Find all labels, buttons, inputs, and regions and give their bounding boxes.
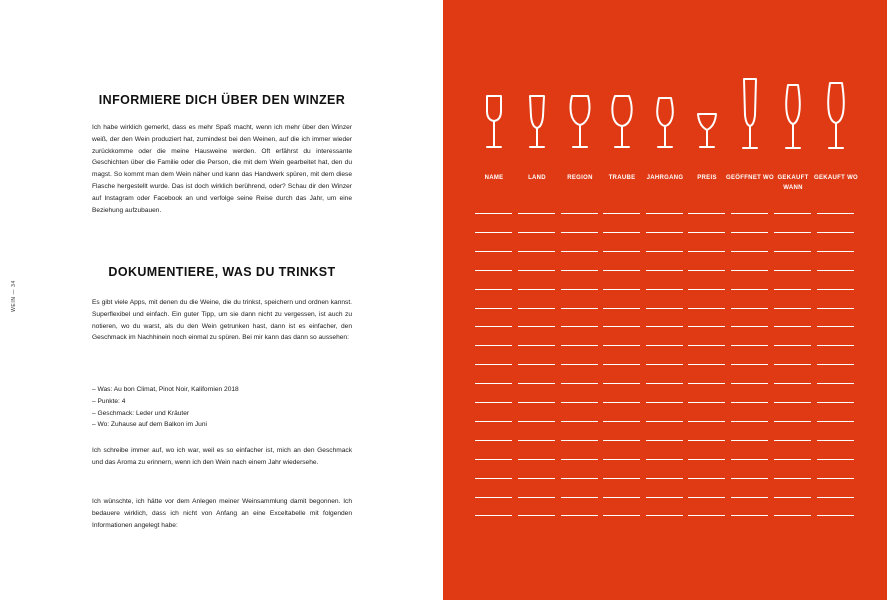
write-line [561,289,598,290]
write-line [475,421,512,422]
paragraph-wuenschte: Ich wünschte, ich hätte vor dem Anlegen meiner Weinsammlung damit begonnen. Ich bedauere wirklich, dass ich nicht von Anfang an eine Exceltabelle mit folgenden Informationen angelegt habe: [92,498,352,529]
write-line [475,213,512,214]
write-line [688,383,725,384]
write-line [561,308,598,309]
list-item: – Was: Au bon Climat, Pinot Noir, Kalifornien 2018 [92,386,239,393]
write-line [518,289,555,290]
write-line [774,326,811,327]
write-line [774,270,811,271]
write-line [731,515,768,516]
write-line [603,345,640,346]
write-line [688,308,725,309]
column-label: GEÖFFNET WO [726,175,774,181]
column-label: REGION [567,175,593,181]
write-line [646,345,683,346]
column-label: NAME [484,175,504,181]
write-line [817,326,854,327]
write-line [646,232,683,233]
wine-glass-icon [645,94,685,154]
write-line [817,270,854,271]
write-line [475,402,512,403]
write-line [817,251,854,252]
write-line [774,383,811,384]
write-line [603,497,640,498]
list-item: – Punkte: 4 [92,397,126,405]
write-line [774,440,811,441]
write-line [603,515,640,516]
write-line [774,421,811,422]
write-line [731,478,768,479]
wine-glass-icon [560,94,600,154]
write-line [475,364,512,365]
write-line [688,402,725,403]
wine-glass-icon [687,94,727,154]
write-line [475,232,512,233]
right-page [443,0,887,600]
wine-glass-icon [816,80,856,154]
write-line [475,345,512,346]
write-line [817,421,854,422]
write-line [688,421,725,422]
write-line [561,515,598,516]
write-line [475,515,512,516]
write-line [518,251,555,252]
write-line [561,251,598,252]
write-line [518,515,555,516]
write-line [646,326,683,327]
column-label: TRAUBE [608,175,636,181]
write-line [817,345,854,346]
column-name [474,0,514,600]
write-line [561,213,598,214]
write-line [774,232,811,233]
page-runner: WEIN — 34 [11,280,17,312]
write-line [646,213,683,214]
write-line [646,289,683,290]
write-line [475,270,512,271]
paragraph-schreibe: Ich schreibe immer auf, wo ich war, weil es so einfacher ist, mich an den Geschmack und das Aroma zu erinnern, wenn ich den Wein nach einem Jahr wiedersehe. [92,447,352,466]
write-line [817,232,854,233]
write-line [774,345,811,346]
write-line [774,497,811,498]
write-line [774,213,811,214]
write-line [561,402,598,403]
write-line [731,289,768,290]
write-line [561,232,598,233]
write-line [688,440,725,441]
write-line [561,383,598,384]
write-line [475,251,512,252]
write-line [603,232,640,233]
write-line [518,326,555,327]
column-gekauft-wann [773,0,813,600]
write-line [475,459,512,460]
write-line [518,459,555,460]
column-gekauft-wo [816,0,856,600]
write-line [561,497,598,498]
write-line [646,478,683,479]
write-line [817,478,854,479]
write-line [603,308,640,309]
write-line [603,213,640,214]
write-line [603,364,640,365]
write-line [561,421,598,422]
paragraph-winzer: Ich habe wirklich gemerkt, dass es mehr Spaß macht, wenn ich mehr über den Winzer weiß, der den Wein produziert hat, zumindest bei den Weinen, auf die ich immer wieder zurückkomme oder die meine Hausweine werden. Oft erfährst du interessante Geschichten über die Familie oder die Person, die mit dem Wein gearbeitet hat, den du magst. So kommt man dem Wein näher und kann das Handwerk spüren, mit dem diese Flasche hergestellt wurde. Das ist doch wirklich berührend, oder? Schau dir den Winzer auf Instagram oder Facebook an und verfolge seine Reise durch das Jahr, um eine Beziehung aufzubauen. [92,124,352,214]
column-label: JAHRGANG [646,175,684,181]
write-line [731,383,768,384]
write-line [646,364,683,365]
write-line [688,478,725,479]
write-line [731,459,768,460]
write-line [518,308,555,309]
example-list [92,384,352,431]
write-line [646,383,683,384]
write-line [475,326,512,327]
write-line [817,515,854,516]
write-line [774,459,811,460]
write-line [646,515,683,516]
write-line [731,421,768,422]
write-line [518,232,555,233]
write-line [603,440,640,441]
write-line [518,364,555,365]
write-line [688,515,725,516]
column-region [560,0,600,600]
list-item: – Geschmack: Leder und Kräuter [92,409,190,417]
write-line [774,402,811,403]
heading-winzer: INFORMIERE DICH ÜBER DEN WINZER [98,93,346,107]
heading-dokumentiere: DOKUMENTIERE, WAS DU TRINKST [108,265,336,279]
write-line [561,270,598,271]
write-line [518,383,555,384]
wine-glass-icon [474,94,514,154]
write-line [518,421,555,422]
write-line [688,459,725,460]
column-jahrgang [645,0,685,600]
write-line [646,308,683,309]
write-line [603,251,640,252]
write-line [774,478,811,479]
column-label: LAND [528,175,546,181]
write-line [475,497,512,498]
write-line [561,478,598,479]
write-line [603,289,640,290]
write-line [646,251,683,252]
write-line [688,213,725,214]
write-line [603,383,640,384]
write-line [475,440,512,441]
write-line [731,251,768,252]
write-line [688,289,725,290]
write-line [817,402,854,403]
write-line [688,232,725,233]
write-line [731,345,768,346]
write-line [731,364,768,365]
column-land [517,0,557,600]
write-line [731,326,768,327]
write-line [561,326,598,327]
wine-glass-icon [730,77,770,154]
write-line [731,440,768,441]
write-line [817,497,854,498]
write-line [646,459,683,460]
write-line [688,270,725,271]
wine-glass-icon [517,94,557,154]
write-line [561,440,598,441]
write-line [817,383,854,384]
write-line [688,345,725,346]
write-line [774,364,811,365]
write-line [817,308,854,309]
wine-glass-icon [773,82,813,154]
write-line [731,308,768,309]
write-line [646,270,683,271]
write-line [688,326,725,327]
write-line [731,497,768,498]
write-line [731,213,768,214]
write-line [518,402,555,403]
write-line [817,364,854,365]
write-line [603,421,640,422]
write-line [475,289,512,290]
write-line [475,383,512,384]
write-line [603,326,640,327]
write-line [475,308,512,309]
write-line [561,345,598,346]
left-page [0,0,443,600]
write-line [518,345,555,346]
write-line [561,364,598,365]
write-line [603,402,640,403]
write-line [603,459,640,460]
paragraph-apps: Es gibt viele Apps, mit denen du die Weine, die du trinkst, speichern und ordnen kannst. Superflexibel und einfach. Ein guter Tipp, um sie dann nicht zu vergessen, ist auch zu notieren, wo du warst, als du den Wein getrunken hast, dann ist es einfacher, den Geschmack im Nachhinein noch einmal zu spüren. Bei mir kann das dann so aussehen: [92,299,352,342]
write-line [817,213,854,214]
write-line [688,497,725,498]
write-line [518,440,555,441]
write-line [817,289,854,290]
column-label: PREIS [697,175,717,181]
write-line [731,232,768,233]
write-line [774,515,811,516]
write-line [561,459,598,460]
column-geoeffnet-wo [726,0,774,600]
write-line [731,270,768,271]
write-line [688,364,725,365]
column-label: GEKAUFT WO [814,175,858,181]
write-line [518,213,555,214]
write-line [774,289,811,290]
write-line [646,421,683,422]
write-line [731,402,768,403]
column-preis [687,0,727,600]
write-line [688,251,725,252]
write-line [518,478,555,479]
write-line [475,478,512,479]
write-line [603,270,640,271]
column-traube [602,0,642,600]
wine-glass-icon [602,94,642,154]
write-line [774,251,811,252]
write-line [646,497,683,498]
write-line [603,478,640,479]
column-label: GEKAUFT WANN [777,175,809,191]
write-line [817,459,854,460]
write-line [646,402,683,403]
list-item: – Wo: Zuhause auf dem Balkon im Juni [92,421,207,429]
write-line [518,270,555,271]
write-line [518,497,555,498]
write-line [774,308,811,309]
write-line [817,440,854,441]
write-line [646,440,683,441]
